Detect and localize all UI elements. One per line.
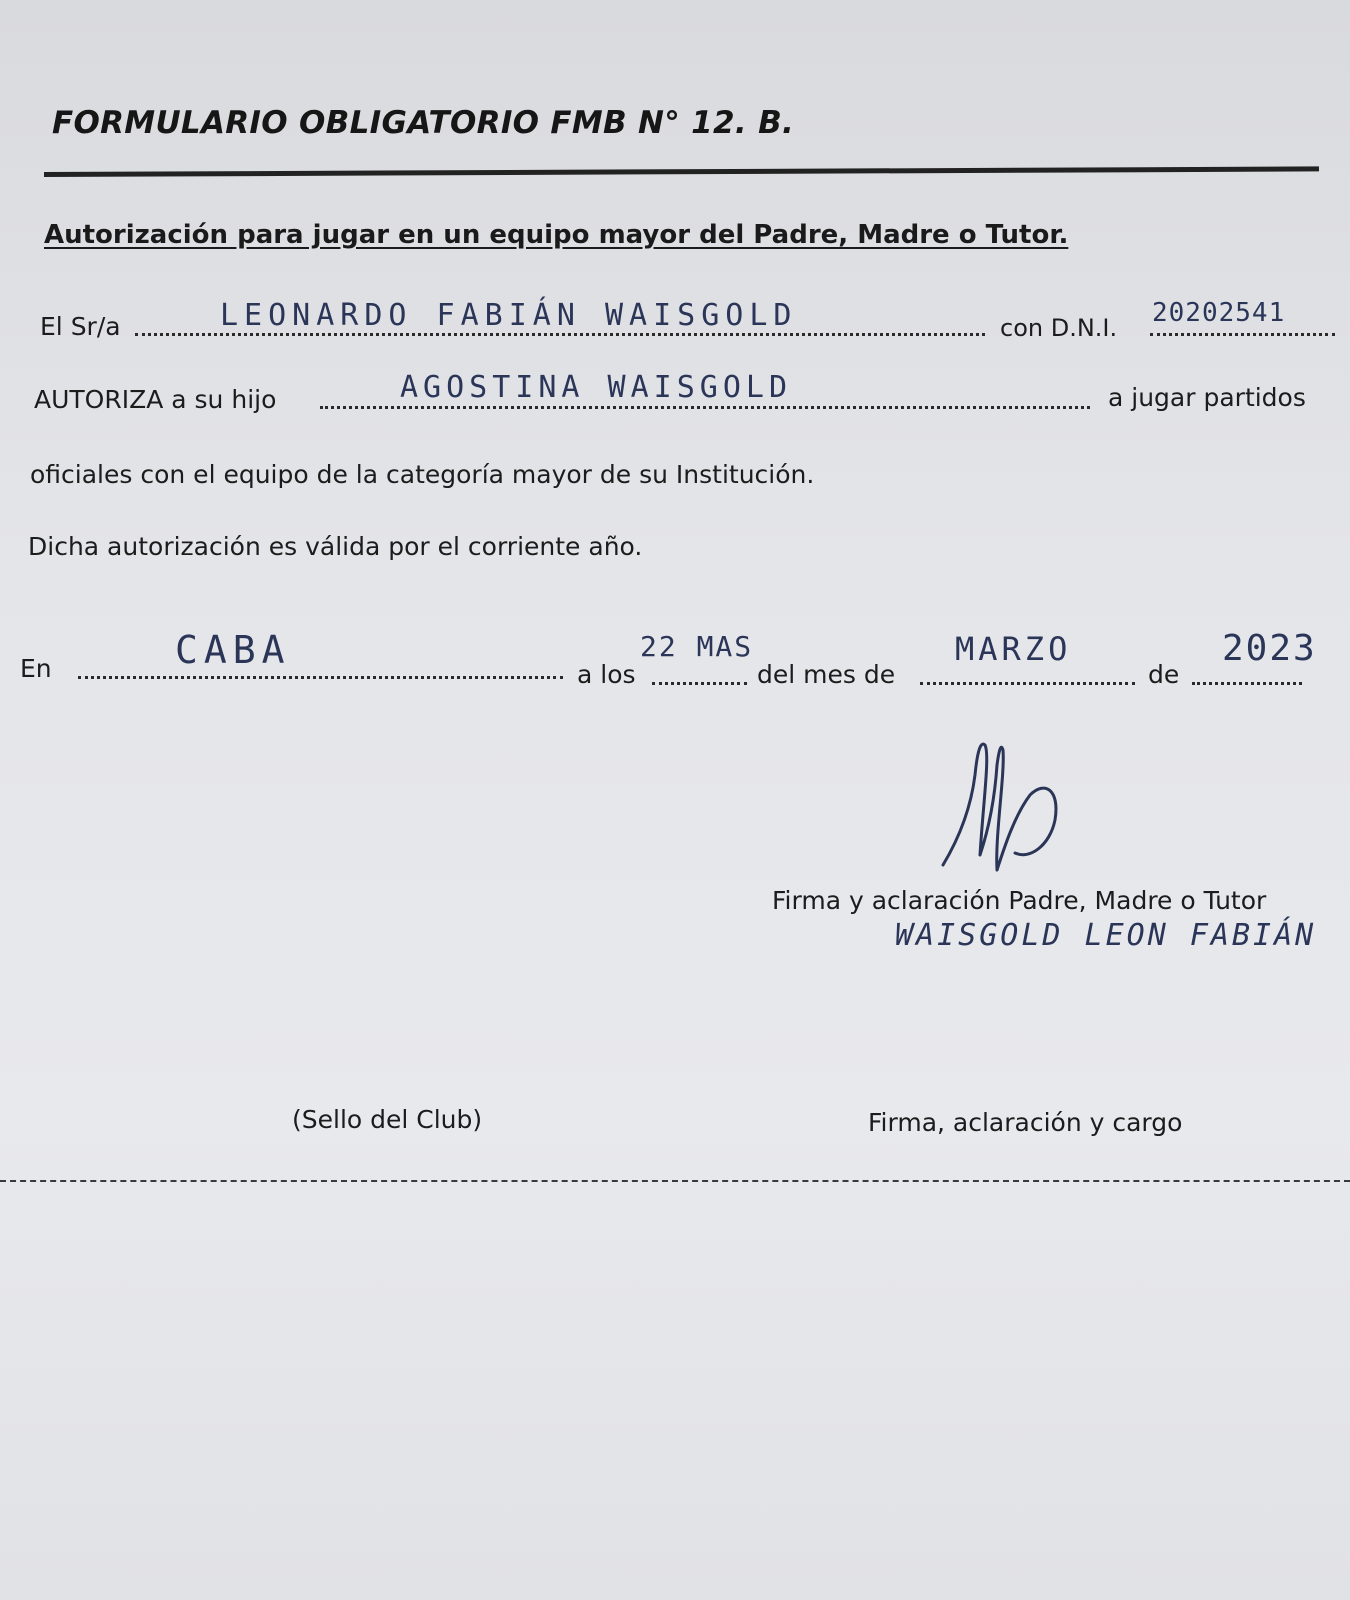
cut-line	[0, 1180, 1350, 1182]
month-handwritten: MARZO	[955, 630, 1072, 668]
label-a-los: a los	[577, 660, 636, 689]
title-divider	[44, 166, 1319, 177]
city-dotted-line	[78, 676, 563, 679]
label-en: En	[20, 654, 52, 683]
parent-name-handwritten: LEONARDO FABIÁN WAISGOLD	[220, 298, 798, 333]
child-name-dotted-line	[320, 406, 1090, 409]
day-dotted-line	[652, 682, 747, 685]
dni-dotted-line	[1150, 333, 1335, 336]
label-del-mes: del mes de	[757, 660, 896, 689]
city-handwritten: CABA	[175, 628, 291, 672]
dni-handwritten: 20202541	[1152, 298, 1286, 328]
label-autoriza: AUTORIZA a su hijo	[34, 385, 277, 414]
label-dni: con D.N.I.	[1000, 314, 1118, 342]
form-title: FORMULARIO OBLIGATORIO FMB N° 12. B.	[52, 105, 795, 141]
caption-club-stamp: (Sello del Club)	[292, 1105, 483, 1134]
label-de: de	[1148, 660, 1180, 689]
text-validez: Dicha autorización es válida por el corriente año.	[28, 532, 643, 561]
signature-clarification-handwritten: WAISGOLD LEON FABIÁN	[895, 918, 1317, 953]
caption-parent-signature: Firma y aclaración Padre, Madre o Tutor	[772, 886, 1267, 915]
parent-signature	[935, 735, 1085, 885]
month-dotted-line	[920, 682, 1135, 685]
parent-name-dotted-line	[135, 333, 985, 336]
day-handwritten: 22 MAS	[640, 630, 754, 663]
label-sr: El Sr/a	[40, 312, 121, 341]
caption-club-signature: Firma, aclaración y cargo	[868, 1108, 1183, 1137]
label-a-jugar: a jugar partidos	[1108, 383, 1306, 412]
year-dotted-line	[1192, 682, 1302, 685]
form-subtitle: Autorización para jugar en un equipo mayor del Padre, Madre o Tutor.	[44, 220, 1069, 250]
child-name-handwritten: AGOSTINA WAISGOLD	[400, 370, 793, 405]
year-handwritten: 2023	[1222, 628, 1317, 669]
text-oficiales: oficiales con el equipo de la categoría mayor de su Institución.	[30, 460, 815, 489]
